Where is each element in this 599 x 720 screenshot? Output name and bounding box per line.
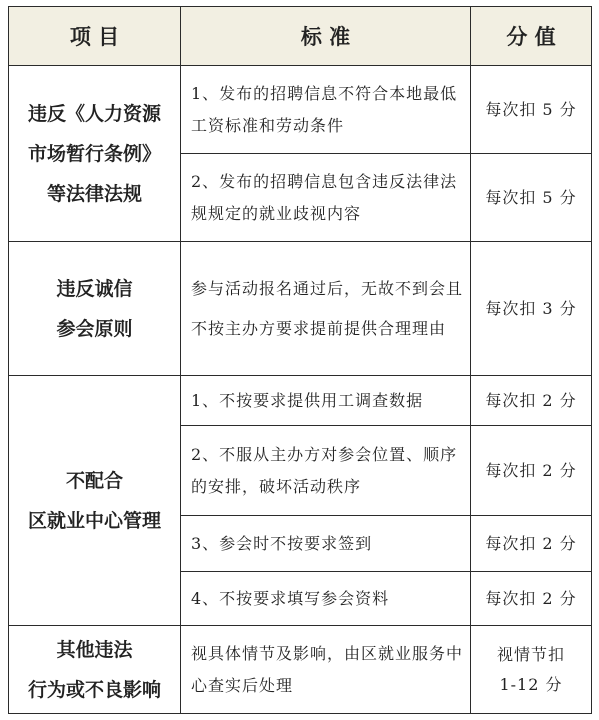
item-line: 其他违法 bbox=[56, 638, 133, 661]
item-line: 违反《人力资源 bbox=[27, 102, 161, 125]
value-cell bbox=[471, 66, 592, 154]
item-line: 行为或不良影响 bbox=[27, 678, 161, 701]
table-row bbox=[9, 626, 592, 714]
table-row bbox=[9, 376, 592, 426]
standard-cell: 4、不按要求填写参会资料 bbox=[181, 572, 471, 626]
item-cell-other-violations bbox=[9, 626, 181, 714]
standard-cell: 2、不服从主办方对参会位置、顺序的安排，破坏活动秩序 bbox=[181, 426, 471, 516]
value-line: 每次扣 2 分 bbox=[485, 588, 577, 608]
item-line: 区就业中心管理 bbox=[27, 509, 161, 532]
item-line: 违反诚信 bbox=[56, 277, 133, 300]
item-cell-non-cooperation bbox=[9, 376, 181, 626]
standard-cell: 1、不按要求提供用工调查数据 bbox=[181, 376, 471, 426]
value-line: 1-12 分 bbox=[499, 674, 563, 694]
standard-cell: 视具体情节及影响，由区就业服务中心查实后处理 bbox=[181, 626, 471, 714]
header-value: 分 值 bbox=[471, 7, 592, 66]
table-row bbox=[9, 242, 592, 376]
header-standard: 标 准 bbox=[181, 7, 471, 66]
table-row bbox=[9, 66, 592, 154]
value-cell bbox=[471, 626, 592, 714]
standard-cell: 参与活动报名通过后，无故不到会且不按主办方要求提前提供合理理由 bbox=[181, 242, 471, 376]
value-line: 每次扣 5 分 bbox=[485, 99, 577, 119]
value-line: 每次扣 3 分 bbox=[485, 298, 577, 318]
value-line: 视情节扣 bbox=[496, 644, 565, 664]
value-cell bbox=[471, 154, 592, 242]
value-cell bbox=[471, 426, 592, 516]
standard-cell: 2、发布的招聘信息包含违反法律法规规定的就业歧视内容 bbox=[181, 154, 471, 242]
standard-cell: 1、发布的招聘信息不符合本地最低工资标准和劳动条件 bbox=[181, 66, 471, 154]
header-item: 项 目 bbox=[9, 7, 181, 66]
item-line: 等法律法规 bbox=[46, 182, 142, 205]
item-cell-law-violation bbox=[9, 66, 181, 242]
standard-cell: 3、参会时不按要求签到 bbox=[181, 516, 471, 572]
item-cell-integrity-violation bbox=[9, 242, 181, 376]
item-line: 市场暂行条例》 bbox=[27, 142, 161, 165]
value-cell bbox=[471, 516, 592, 572]
scoring-standard-table bbox=[8, 6, 592, 714]
value-line: 每次扣 2 分 bbox=[485, 390, 577, 410]
value-line: 每次扣 2 分 bbox=[485, 533, 577, 553]
value-line: 每次扣 5 分 bbox=[485, 187, 577, 207]
value-cell bbox=[471, 242, 592, 376]
item-line: 不配合 bbox=[65, 469, 123, 492]
table-header-row bbox=[9, 7, 592, 66]
item-line: 参会原则 bbox=[56, 317, 133, 340]
value-line: 每次扣 2 分 bbox=[485, 460, 577, 480]
value-cell bbox=[471, 572, 592, 626]
value-cell bbox=[471, 376, 592, 426]
